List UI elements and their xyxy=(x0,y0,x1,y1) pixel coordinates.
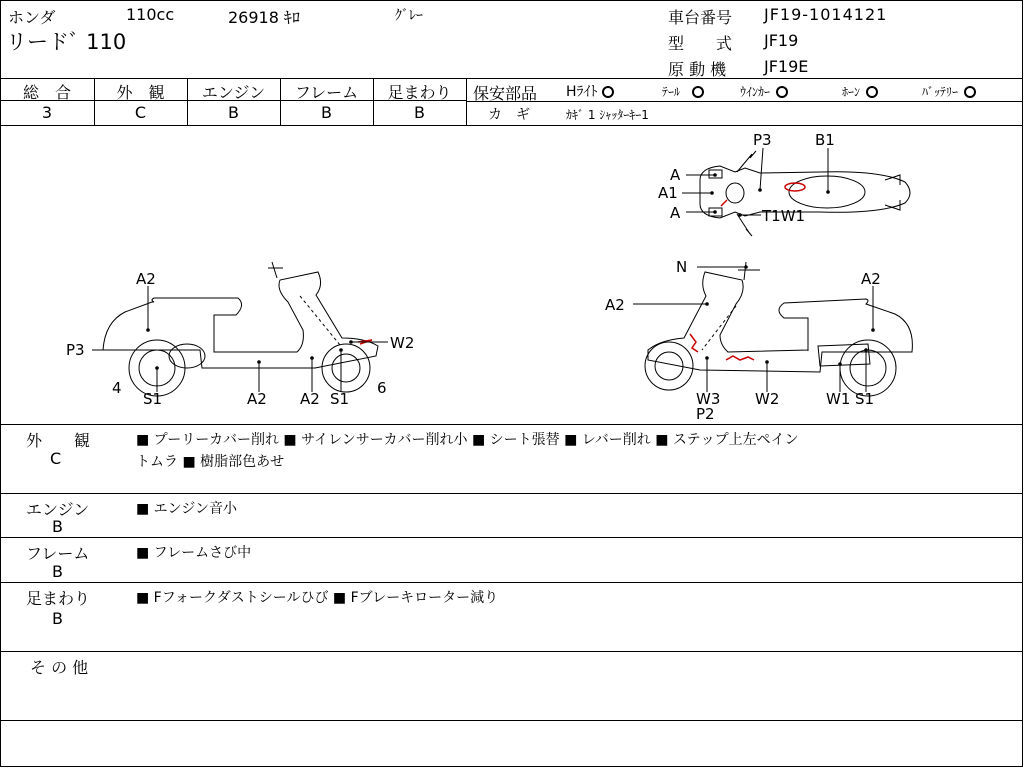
grade-engine-value: B xyxy=(228,103,239,122)
mileage: 26918 ｷﾛ xyxy=(228,8,300,27)
label-top-a-upper: A xyxy=(670,166,681,184)
label-left-a2-front: A2 xyxy=(300,390,320,408)
taillight-label: ﾃｰﾙ xyxy=(662,85,681,99)
engine-model-label: 原 動 機 xyxy=(668,60,727,79)
remark-exterior-line-2: トムラ ■ 樹脂部色あせ xyxy=(136,454,285,470)
label-right-w2: W2 xyxy=(755,390,780,408)
grade-frame-label: フレーム xyxy=(294,83,359,102)
label-left-a2-mid: A2 xyxy=(247,390,267,408)
frame-no-label: 車台番号 xyxy=(668,8,733,27)
divider xyxy=(0,424,1023,425)
grade-overall-label: 総 合 xyxy=(22,83,71,102)
label-top-a1: A1 xyxy=(658,184,678,202)
displacement: 110cc xyxy=(126,5,175,24)
label-right-n: N xyxy=(676,258,688,276)
divider xyxy=(0,720,1023,721)
grade-suspension-label: 足まわり xyxy=(387,83,452,102)
remark-suspension-grade: B xyxy=(52,609,63,628)
remark-suspension-line-1: ■ Fフォークダストシールひび ■ Fブレーキローター減り xyxy=(136,590,499,606)
grade-exterior-value: C xyxy=(134,103,147,122)
label-top-t1w1: T1W1 xyxy=(762,207,806,225)
label-right-s1: S1 xyxy=(855,390,875,408)
grade-suspension-value: B xyxy=(414,103,425,122)
remark-frame-grade: B xyxy=(52,562,63,581)
winker-label: ｳｲﾝｶｰ xyxy=(740,85,771,99)
grade-overall-value: 3 xyxy=(41,103,53,122)
remark-engine-line-1: ■ エンジン音小 xyxy=(136,501,237,517)
color: ｸﾞﾚｰ xyxy=(395,8,423,24)
remark-other-label: そ の 他 xyxy=(30,658,89,677)
remark-engine-label: エンジン xyxy=(26,500,90,519)
leader-dots xyxy=(146,173,875,370)
remark-frame-label: フレーム xyxy=(26,544,90,563)
label-left-p3: P3 xyxy=(66,341,85,359)
remark-engine-grade: B xyxy=(52,517,63,536)
label-top-a-lower: A xyxy=(670,204,681,222)
key-label: カ ギ xyxy=(488,107,530,123)
label-top-b1: B1 xyxy=(815,131,835,149)
divider xyxy=(0,582,1023,583)
headlight-label: Hﾗｲﾄ xyxy=(566,84,598,100)
engine-model-value: JF19E xyxy=(764,57,809,76)
label-left-w2: W2 xyxy=(390,334,415,352)
divider xyxy=(0,537,1023,538)
label-top-p3: P3 xyxy=(753,131,772,149)
divider xyxy=(0,651,1023,652)
remark-exterior-grade: C xyxy=(50,449,62,468)
remark-frame-line-1: ■ フレームさび中 xyxy=(136,545,252,561)
maker: ホンダ xyxy=(8,8,56,27)
label-left-s1-front: S1 xyxy=(330,390,350,408)
model-name: リードﾞ 110 xyxy=(6,30,127,54)
divider xyxy=(0,493,1023,494)
label-left-6: 6 xyxy=(377,379,387,397)
remark-suspension-label: 足まわり xyxy=(26,589,91,608)
label-right-a2-left: A2 xyxy=(605,296,625,314)
safety-label: 保安部品 xyxy=(473,84,538,103)
damage-marks xyxy=(358,183,805,360)
type-value: JF19 xyxy=(764,31,799,50)
frame-no: JF19-1014121 xyxy=(764,5,888,24)
label-right-p2: P2 xyxy=(696,405,715,423)
type-label: 型 式 xyxy=(668,34,733,53)
battery-label: ﾊﾞｯﾃﾘｰ xyxy=(922,85,959,99)
label-left-4: 4 xyxy=(112,379,122,397)
key-value: ｶｷﾞ 1 ｼｬｯﾀｰｷｰ1 xyxy=(566,108,649,122)
label-left-s1-rear: S1 xyxy=(143,390,163,408)
label-right-a2-right: A2 xyxy=(861,270,881,288)
label-right-w1: W1 xyxy=(826,390,851,408)
remark-exterior-label: 外 観 xyxy=(26,431,91,450)
horn-label: ﾎｰﾝ xyxy=(842,85,861,99)
grade-engine-label: エンジン xyxy=(201,83,266,102)
grade-frame-value: B xyxy=(321,103,332,122)
remark-exterior-line-1: ■ プーリーカバー削れ ■ サイレンサーカバー削れ小 ■ シート張替 ■ レバー削れ ■ ステップ上左ペイン xyxy=(136,432,799,448)
grade-exterior-label: 外 観 xyxy=(116,83,165,102)
label-right-w3: W3 xyxy=(696,390,721,408)
label-left-a2-top: A2 xyxy=(136,270,156,288)
